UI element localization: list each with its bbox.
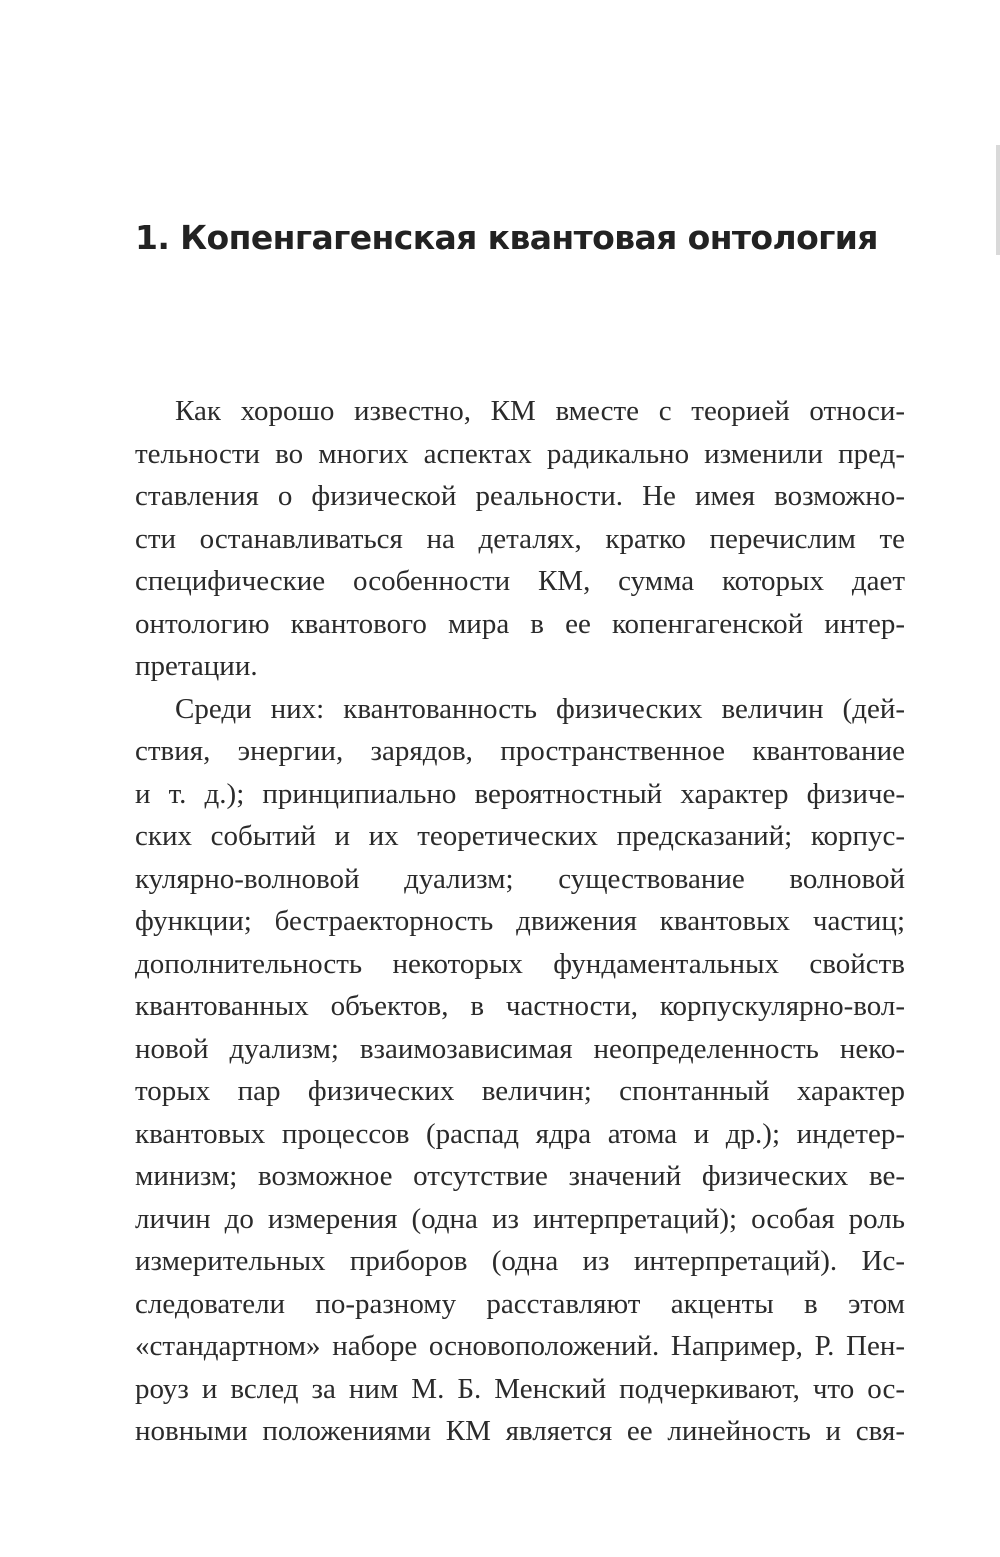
text-line: «стандартном» наборе основоположений. Например, Р. Пен- bbox=[135, 1330, 905, 1362]
text-line: специфические особенности КМ, сумма которых дает bbox=[135, 565, 905, 597]
text-line: тельности во многих аспектах радикально изменили пред- bbox=[135, 437, 905, 470]
page-edge-shadow bbox=[996, 145, 1000, 255]
text-line: Среди них: квантованность физических величин (дей- bbox=[175, 692, 905, 725]
text-line: и т. д.); принципиально вероятностный характер физиче- bbox=[135, 777, 905, 810]
text-line: онтологию квантового мира в ее копенгагенской интер- bbox=[135, 607, 905, 640]
body-text bbox=[135, 390, 905, 1453]
text-line: минизм; возможное отсутствие значений физических ве- bbox=[135, 1160, 905, 1192]
text-line: кулярно-волновой дуализм; существование волновой bbox=[135, 862, 905, 895]
text-line: роуз и вслед за ним М. Б. Менский подчеркивают, что ос- bbox=[135, 1372, 905, 1405]
text-line: новой дуализм; взаимозависимая неопределенность неко- bbox=[135, 1032, 905, 1065]
section-heading: 1. Копенгагенская квантовая онтология bbox=[135, 218, 878, 257]
text-line: следователи по-разному расставляют акценты в этом bbox=[135, 1287, 905, 1320]
text-line: ствия, энергии, зарядов, пространственное квантование bbox=[135, 735, 905, 767]
text-line: новными положениями КМ является ее линейность и свя- bbox=[135, 1415, 905, 1447]
text-line: личин до измерения (одна из интерпретаций); особая роль bbox=[135, 1202, 905, 1235]
text-line: ских событий и их теоретических предсказаний; корпус- bbox=[135, 820, 905, 852]
text-line: квантовых процессов (распад ядра атома и др.); индетер- bbox=[135, 1117, 905, 1150]
text-line: Как хорошо известно, КМ вместе с теорией относи- bbox=[175, 395, 905, 427]
paragraph-1 bbox=[135, 390, 905, 688]
text-line: измерительных приборов (одна из интерпретаций). Ис- bbox=[135, 1245, 905, 1277]
text-line: ставления о физической реальности. Не имея возможно- bbox=[135, 480, 905, 512]
paragraph-2 bbox=[135, 688, 905, 1453]
text-line: сти останавливаться на деталях, кратко перечислим те bbox=[135, 522, 905, 555]
text-line: торых пар физических величин; спонтанный характер bbox=[135, 1075, 905, 1107]
text-line: дополнительность некоторых фундаментальных свойств bbox=[135, 947, 905, 980]
text-line: функции; бестраекторность движения квантовых частиц; bbox=[135, 905, 905, 937]
text-line: квантованных объектов, в частности, корпускулярно-вол- bbox=[135, 990, 905, 1022]
text-line: претации. bbox=[135, 650, 258, 682]
